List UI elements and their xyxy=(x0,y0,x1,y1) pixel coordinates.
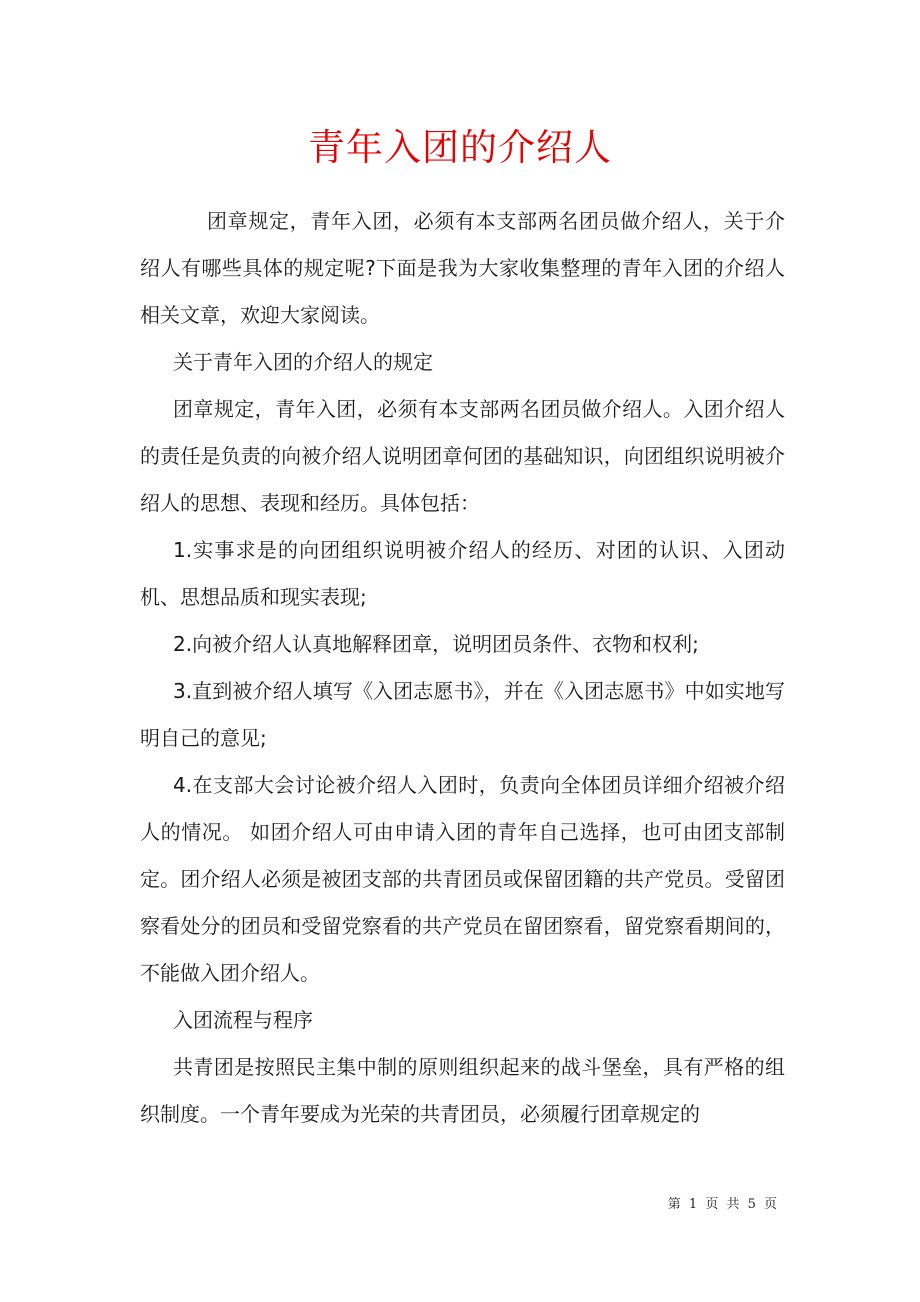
document-title: 青年入团的介绍人 xyxy=(308,126,612,169)
intro-paragraph: 团章规定，青年入团，必须有本支部两名团员做介绍人，关于介绍人有哪些具体的规定呢?下面是我为大家收集整理的青年入团的介绍人相关文章，欢迎大家阅读。 xyxy=(140,209,785,327)
document-body xyxy=(140,198,785,1138)
process-paragraph: 共青团是按照民主集中制的原则组织起来的战斗堡垒，具有严格的组织制度。一个青年要成为光荣的共青团员，必须履行团章规定的 xyxy=(140,1055,785,1126)
page-number: 第 1 页 共 5 页 xyxy=(667,1197,779,1212)
section-heading-rules: 关于青年入团的介绍人的规定 xyxy=(173,350,433,374)
rules-paragraph: 团章规定，青年入团，必须有本支部两名团员做介绍人。入团介绍人的责任是负责的向被介绍人说明团章何团的基础知识，向团组织说明被介绍人的思想、表现和经历。具体包括： xyxy=(140,397,785,515)
list-item-4: 4.在支部大会讨论被介绍人入团时，负责向全体团员详细介绍被介绍人的情况。 如团介绍人可由申请入团的青年自己选择，也可由团支部制定。团介绍人必须是被团支部的共青团员或保留团籍的共产党员。受留团察看处分的团员和受留党察看的共产党员在留团察看，留党察看期间的，不能做入团介绍人。 xyxy=(140,773,785,985)
list-item-2: 2.向被介绍人认真地解释团章，说明团员条件、衣物和权利; xyxy=(173,632,699,656)
list-item-1: 1.实事求是的向团组织说明被介绍人的经历、对团的认识、入团动机、思想品质和现实表现; xyxy=(140,538,785,609)
section-heading-process: 入团流程与程序 xyxy=(173,1008,313,1032)
list-item-3: 3.直到被介绍人填写《入团志愿书》，并在《入团志愿书》中如实地写明自己的意见; xyxy=(140,679,785,750)
